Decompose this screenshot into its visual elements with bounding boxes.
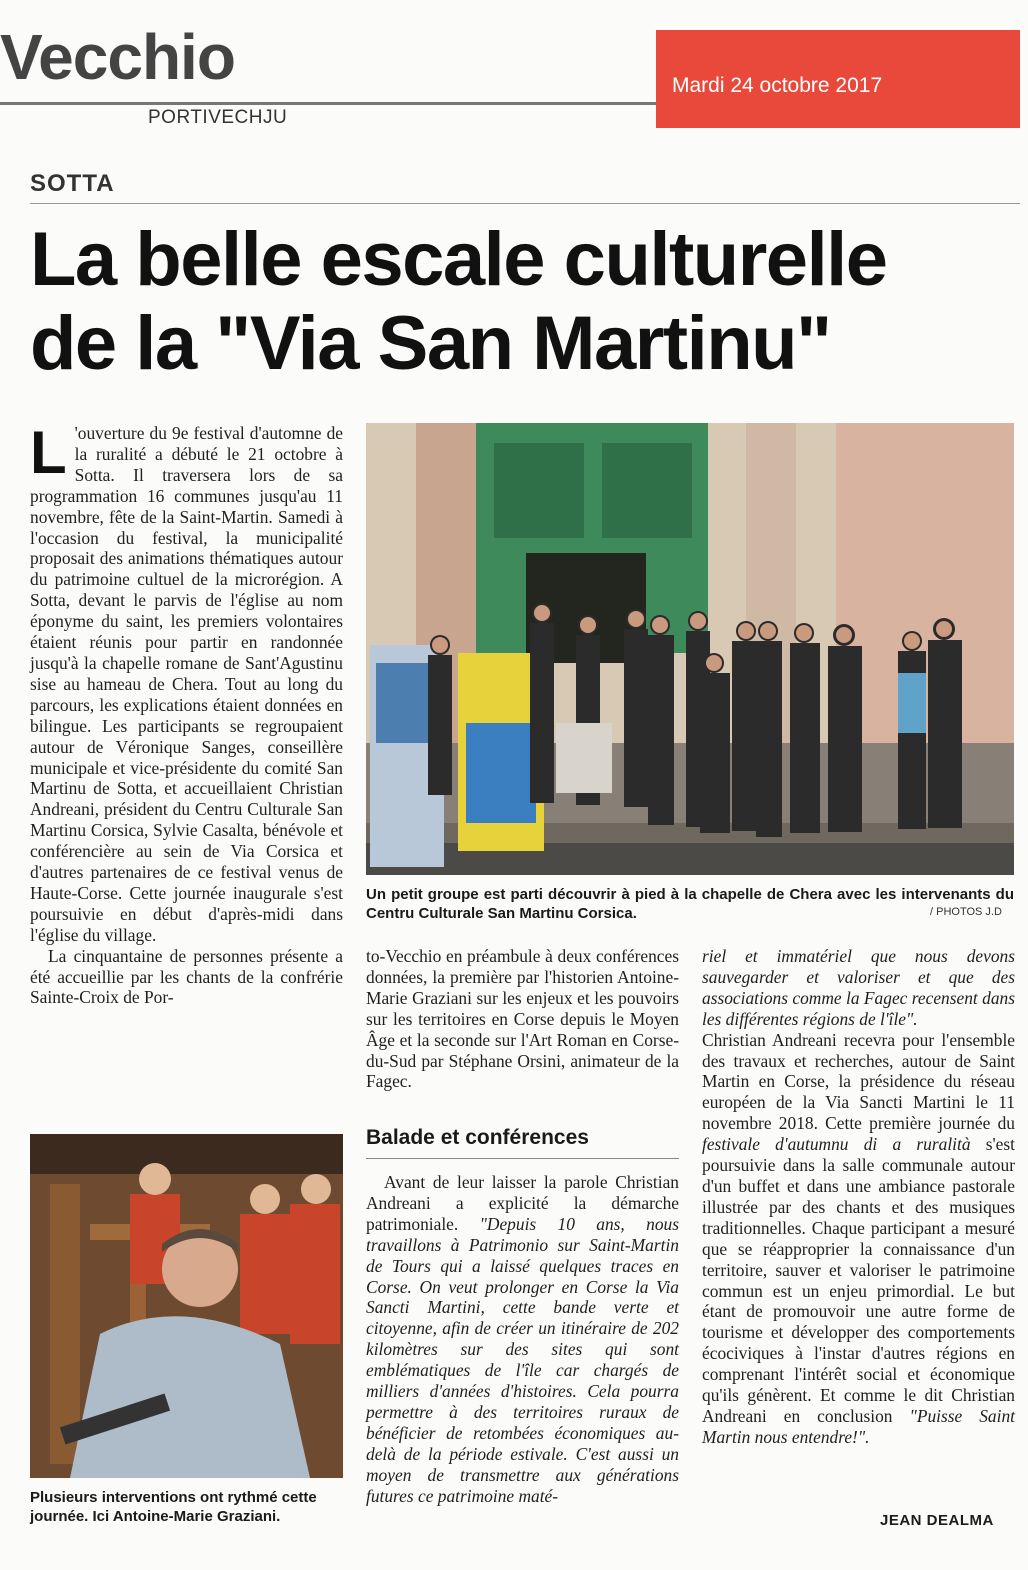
photo-credit: / PHOTOS J.D [930,906,1002,918]
speaker-photo-illustration [30,1134,343,1478]
group-photo-caption: Un petit groupe est parti découvrir à pied à la chapelle de Chera avec les intervenants du Centru Culturale San Martinu Corsica. [366,886,1014,922]
lead-text: 'ouverture du 9e festival d'automne de la ruralité a débuté le 21 octobre à Sotta. Il traversera lors de sa programmation 16 communes jusqu'au 11 novembre, fête de la Saint-Martin. Samedi à l'occasion du festival, la municipalité proposait des animations thématiques autour du patrimoine cultuel de la microrégion. A Sotta, devant le parvis de l'église au nom éponyme du saint, les premiers volontaires étaient réunis pour partir en randonnée jusqu'à la chapelle romane de Sant'Agustinu sise au hameau de Chera. Tout au long du parcours, les explications étaient données en bilingue. Les participants se regroupaient autour de Véronique Sanges, conseillère municipale et vice-présidente du comité San Martinu de Sotta, et accueillaient Christian Andreani, président du Centru Culturale San Martinu Corsica, Sylvie Casalta, bénévole et conférencière au sein de Via Corsica et d'autres partenaires de ce festival venus de Haute-Corse. Cette journée inaugurale s'est poursuivie en début d'après-midi dans l'église du village. [30,423,343,945]
headline-line-2: de la "Via San Martinu" [30,301,831,386]
paragraph: to-Vecchio en préambule à deux conférences données, la première par l'historien Antoine-Marie Graziani sur les enjeux et les pouvoirs sur les territoires en Corse depuis le Moyen Âge et la seconde sur l'Art Roman en Corse-du-Sud par Stéphane Orsini, animateur de la Fagec. [366,946,679,1092]
group-photo-illustration [366,423,1014,875]
author-signature: JEAN DEALMA [880,1512,994,1529]
subheading-rule [366,1158,679,1159]
section-label: SOTTA [30,170,115,197]
headline-line-1: La belle escale culturelle [30,217,887,302]
article-column-2-continued [366,1172,679,1507]
publication-date: Mardi 24 octobre 2017 [672,74,883,97]
quote-continuation: riel et immatériel que nous devons sauvegarder et valoriser et que des associations comme la Fagec recensent dans les différentes régions de l'île". [702,946,1015,1029]
speaker-photo-caption: Plusieurs interventions ont rythmé cette journée. Ici Antoine-Marie Graziani. [30,1489,317,1525]
subbrand: PORTIVECHJU [148,107,288,128]
paragraph-text: Avant de leur laisser la parole Christian Andreani a explicité la démarche patrimoniale. [366,1172,679,1234]
masthead: Vecchio [0,21,235,93]
headline [30,218,1010,386]
lead-paragraph [30,419,343,946]
quote-text: "Depuis 10 ans, nous travaillons à Patrimonio sur Saint-Martin de Tours qui a laissé quelques traces en Corse. On veut prolonger en Corse la Via Sancti Martini, cette bande verte et citoyenne, afin de créer un itinéraire de 202 kilomètres sur des sites qui sont emblématiques de l'île car chargés de milliers d'années d'histoires. Cela pourra permettre à des territoires ruraux de bénéficier de retombées économiques au-delà de la période estivale. C'est aussi un moyen de transmettre aux générations futures ce patrimoine maté- [366,1213,679,1506]
festival-name: festivale d'autumnu di a ruralità [702,1134,971,1155]
article-column-1 [30,419,343,1008]
paragraph-text: Christian Andreani recevra pour l'ensemble des travaux et recherches, autour de Saint Martin en Corse, la présidence du réseau européen de la Via Sancti Martini le 11 novembre 2018. Cette première journée du [702,1029,1015,1134]
paragraph: La cinquantaine de personnes présente a été accueillie par les chants de la confrérie Sainte-Croix de Por- [30,945,343,1008]
paragraph-text: s'est poursuivie dans la salle communale autour d'un buffet et dans une ambiance pastorale illustrée par des chants et des musiques traditionnelles. Chaque participant a mesuré que se réapproprier la connaissance d'un territoire, sauver et valoriser le patrimoine commun est un enjeu primordial. Le but étant de promouvoir une autre forme de tourisme et développer des comportements écociviques à l'instar d'autres régions en comprenant l'intérêt social et économique qu'ils génèrent. Et comme le dit Christian Andreani en conclusion [702,1134,1015,1426]
closing-quote: "Puisse Saint Martin nous entendre!". [702,1405,1015,1447]
speaker-photo [30,1134,343,1478]
drop-cap: L [30,419,67,486]
article-column-2 [366,946,679,1092]
article-column-3 [702,946,1015,1448]
section-rule [30,203,1020,204]
paragraph [366,1172,679,1507]
subheading: Balade et conférences [366,1126,589,1149]
paragraph [702,1030,1015,1448]
group-photo [366,423,1014,875]
